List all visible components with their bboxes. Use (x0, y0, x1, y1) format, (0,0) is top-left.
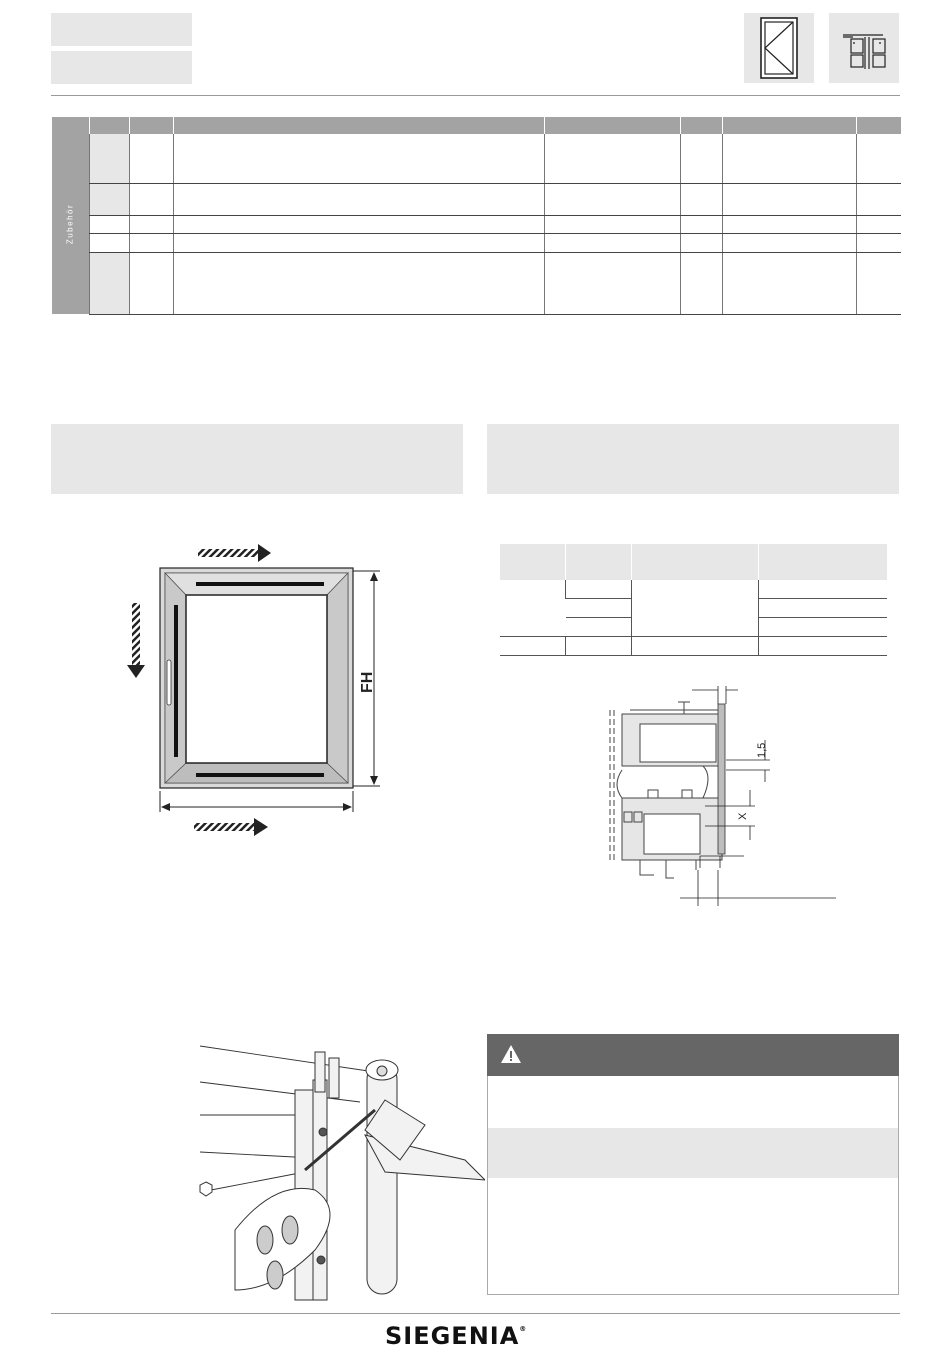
profile-section-icon (829, 13, 899, 83)
dim-x-label: X (737, 812, 749, 820)
accessory-table (51, 117, 901, 315)
section-label-cell (52, 134, 90, 314)
dimension-table (499, 544, 887, 656)
fh-label: FH (359, 671, 376, 693)
header-label-box-2 (51, 51, 192, 84)
warning-header (487, 1034, 899, 1076)
dim-1-5-label: 1,5 (756, 742, 768, 758)
table-row (52, 233, 901, 252)
window-dimension-diagram (110, 535, 410, 845)
table-row (52, 134, 901, 183)
warning-body (487, 1076, 899, 1295)
right-section-heading (487, 424, 899, 494)
table-row (52, 252, 901, 314)
hinge-adjustment-illustration (195, 1040, 485, 1310)
table-row (52, 183, 901, 215)
left-section-heading (51, 424, 463, 494)
profile-section-diagram (600, 680, 850, 910)
brand-name: SIEGENIA (385, 1322, 520, 1350)
arrow-bottom-right (194, 823, 254, 831)
table-row (500, 637, 887, 656)
window-turn-sash-icon (744, 13, 814, 83)
header-rule (51, 95, 900, 96)
hex-key-icon (200, 1182, 212, 1196)
arrow-left-down (132, 603, 140, 665)
accessory-table-header (52, 117, 901, 134)
registered-mark: ® (519, 1325, 528, 1333)
section-label: Zubehör (65, 203, 75, 245)
table-row (52, 215, 901, 233)
warning-triangle-icon (500, 1044, 522, 1064)
profile-icon-box (829, 13, 899, 83)
arrow-top-right (198, 549, 258, 557)
warning-highlight (488, 1128, 898, 1178)
window-icon-box (744, 13, 814, 83)
footer-rule (51, 1313, 900, 1314)
header-label-box-1 (51, 13, 192, 46)
table-row (500, 580, 887, 599)
siegenia-logo (385, 1322, 527, 1350)
